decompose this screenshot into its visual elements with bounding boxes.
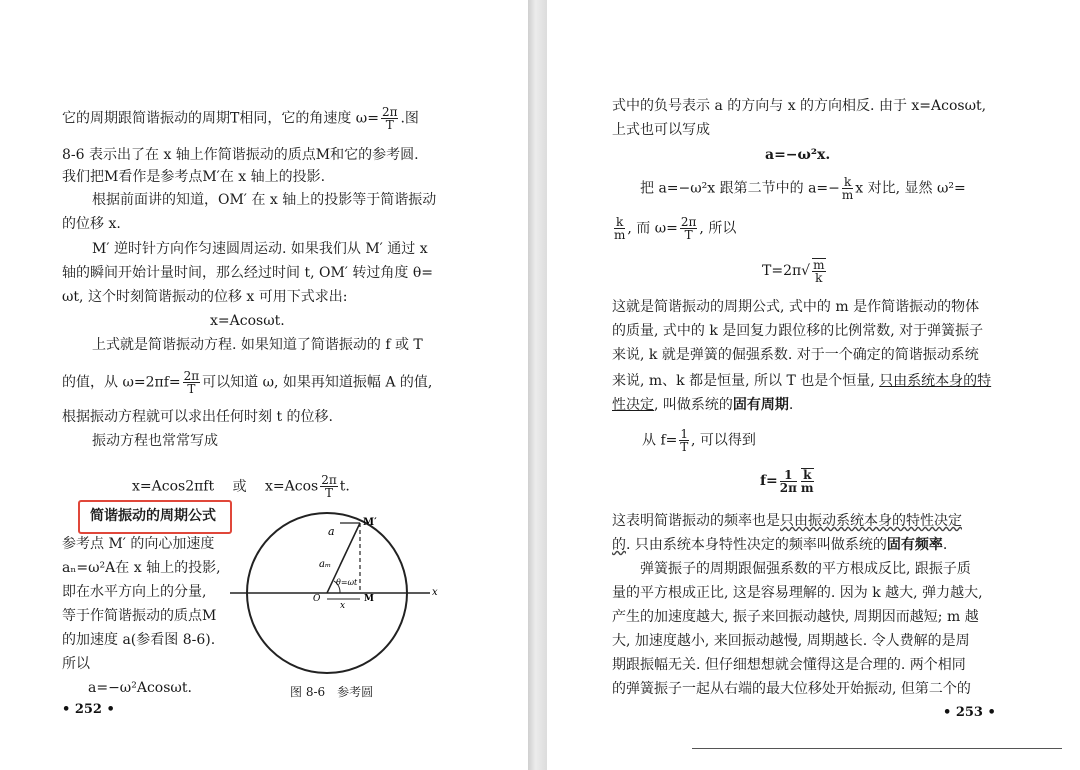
fraction: $\frac{2\pi}{T}$ xyxy=(183,369,200,396)
figure-caption: 图 8-6 参考圆 xyxy=(290,685,374,699)
text-line: 性决定, 叫做系统的固有周期. xyxy=(612,397,794,413)
text-line: 大, 加速度越小, 来回振动越慢, 周期越长. 令人费解的是周 xyxy=(612,633,970,649)
fraction: $\frac{m}{k}$ xyxy=(813,258,825,285)
reference-circle-figure xyxy=(230,505,480,685)
text-line: 根据前面讲的知道，OM′ 在 x 轴上的投影等于简谐振动 xyxy=(92,192,437,208)
label-theta: θ=ωt xyxy=(336,578,358,587)
equation: x=Acosωt. xyxy=(210,313,285,329)
section-heading: 简谐振动的周期公式 xyxy=(90,508,216,524)
text-line: 所以 xyxy=(62,656,90,672)
text-line: M′ 逆时针方向作匀速圆周运动. 如果我们从 M′ 通过 x xyxy=(92,241,428,257)
text-line: 上式就是简谐振动方程. 如果知道了简谐振动的 f 或 T xyxy=(92,337,423,353)
label-mprime: M′ xyxy=(363,517,377,528)
text-line: 的值，从 ω=2πf= $\frac{2\pi}{T}$ 可以知道 ω, 如果再知道振幅 A 的值, xyxy=(62,369,433,396)
equation: f= $\frac{1}{2\pi}$ $\frac{k}{m}$ xyxy=(760,467,814,495)
text-line: 它的周期跟简谐振动的周期T相同，它的角速度 ω= $\frac{2\pi}{T}$ .图 xyxy=(62,105,419,132)
fraction: $\frac{2\pi}{T}$ xyxy=(321,473,337,500)
text-line: 式中的负号表示 a 的方向与 x 的方向相反. 由于 x=Acosωt, xyxy=(612,98,987,114)
text-line: 的. 只由系统本身特性决定的频率叫做系统的固有频率. xyxy=(612,537,948,553)
text-line: 来说, k 就是弹簧的倔强系数. 对于一个确定的简谐振动系统 xyxy=(612,347,979,363)
text-line: 这就是简谐振动的周期公式, 式中的 m 是作简谐振动的物体 xyxy=(612,299,980,315)
text-line: 我们把M看作是参考点M′在 x 轴上的投影. xyxy=(62,169,326,185)
text-line: 这表明简谐振动的频率也是只由振动系统本身的特性决定 xyxy=(612,513,962,529)
label-an: aₘ xyxy=(319,559,332,570)
page-gutter xyxy=(528,0,547,770)
page-number: • 252 • xyxy=(62,702,115,717)
label-a: a xyxy=(328,525,335,538)
fraction: $\frac{2\pi}{T}$ xyxy=(680,215,697,242)
text-line: 的位移 x. xyxy=(62,216,121,232)
text-line: 8-6 表示出了在 x 轴上作简谐振动的质点M和它的参考圆. xyxy=(62,147,419,163)
fraction: $\frac{1}{2\pi}$ xyxy=(779,467,797,495)
fraction: $\frac{2\pi}{T}$ xyxy=(381,105,398,132)
fraction: $\frac{k}{m}$ xyxy=(800,468,814,495)
text-line: 来说, m、k 都是恒量, 所以 T 也是个恒量, 只由系统本身的特 xyxy=(612,373,992,389)
text-line: 根据振动方程就可以求出任何时刻 t 的位移. xyxy=(62,409,333,425)
text-line: 上式也可以写成 xyxy=(612,122,710,138)
page-252 xyxy=(0,0,528,770)
text-line: 的质量, 式中的 k 是回复力跟位移的比例常数, 对于弹簧振子 xyxy=(612,323,984,339)
equation: x=Acos2πft 或 x=Acos $\frac{2\pi}{T}$ t. xyxy=(132,473,350,500)
fraction: $\frac{k}{m}$ xyxy=(614,215,626,242)
label-o: O xyxy=(313,594,321,604)
text-line: 即在水平方向上的分量, xyxy=(62,584,207,600)
text-line: 轴的瞬间开始计量时间，那么经过时间 t, OM′ 转过角度 θ= xyxy=(62,265,434,281)
bottom-scan-line xyxy=(692,748,1062,749)
equation: a=−ω²x. xyxy=(765,147,831,163)
equation: a=−ω²Acosωt. xyxy=(88,680,192,696)
text-line: 的加速度 a(参看图 8-6). xyxy=(62,632,216,648)
fraction: $\frac{1}{T}$ xyxy=(680,427,689,454)
text-line: 从 f= $\frac{1}{T}$ , 可以得到 xyxy=(642,427,756,454)
text-line: $\frac{k}{m}$ , 而 ω= $\frac{2\pi}{T}$ , 所以 xyxy=(614,215,737,242)
text-line: 把 a=−ω²x 跟第二节中的 a=− $\frac{k}{m}$ x 对比, 显然 ω²= xyxy=(640,175,966,202)
text-line: 期跟振幅无关. 但仔细想想就会懂得这是合理的. 两个相同 xyxy=(612,657,966,673)
page-253 xyxy=(547,0,1080,770)
text-line: ωt, 这个时刻简谐振动的位移 x 可用下式求出: xyxy=(62,289,348,305)
text-line: aₙ=ω²A在 x 轴上的投影, xyxy=(62,560,221,576)
text-line: 的弹簧振子一起从右端的最大位移处开始振动, 但第二个的 xyxy=(612,681,971,697)
acceleration-vector xyxy=(340,523,360,565)
label-x-segment: x xyxy=(340,601,346,611)
equation: T=2π√ $\frac{m}{k}$ xyxy=(762,258,825,285)
fraction: $\frac{k}{m}$ xyxy=(841,175,854,202)
text-line: 等于作简谐振动的质点M xyxy=(62,608,217,624)
label-m: M xyxy=(364,594,374,604)
label-x-axis: x xyxy=(432,587,438,598)
page-number: • 253 • xyxy=(943,705,996,720)
text-line: 产生的加速度越大, 振子来回振动越快, 周期因而越短; m 越 xyxy=(612,609,979,625)
text-line: 弹簧振子的周期跟倔强系数的平方根成反比, 跟振子质 xyxy=(640,561,971,577)
text-line: 振动方程也常常写成 xyxy=(92,433,218,449)
text-line: 参考点 M′ 的向心加速度 xyxy=(62,536,215,552)
text-line: 量的平方根成正比, 这是容易理解的. 因为 k 越大, 弹力越大, xyxy=(612,585,983,601)
